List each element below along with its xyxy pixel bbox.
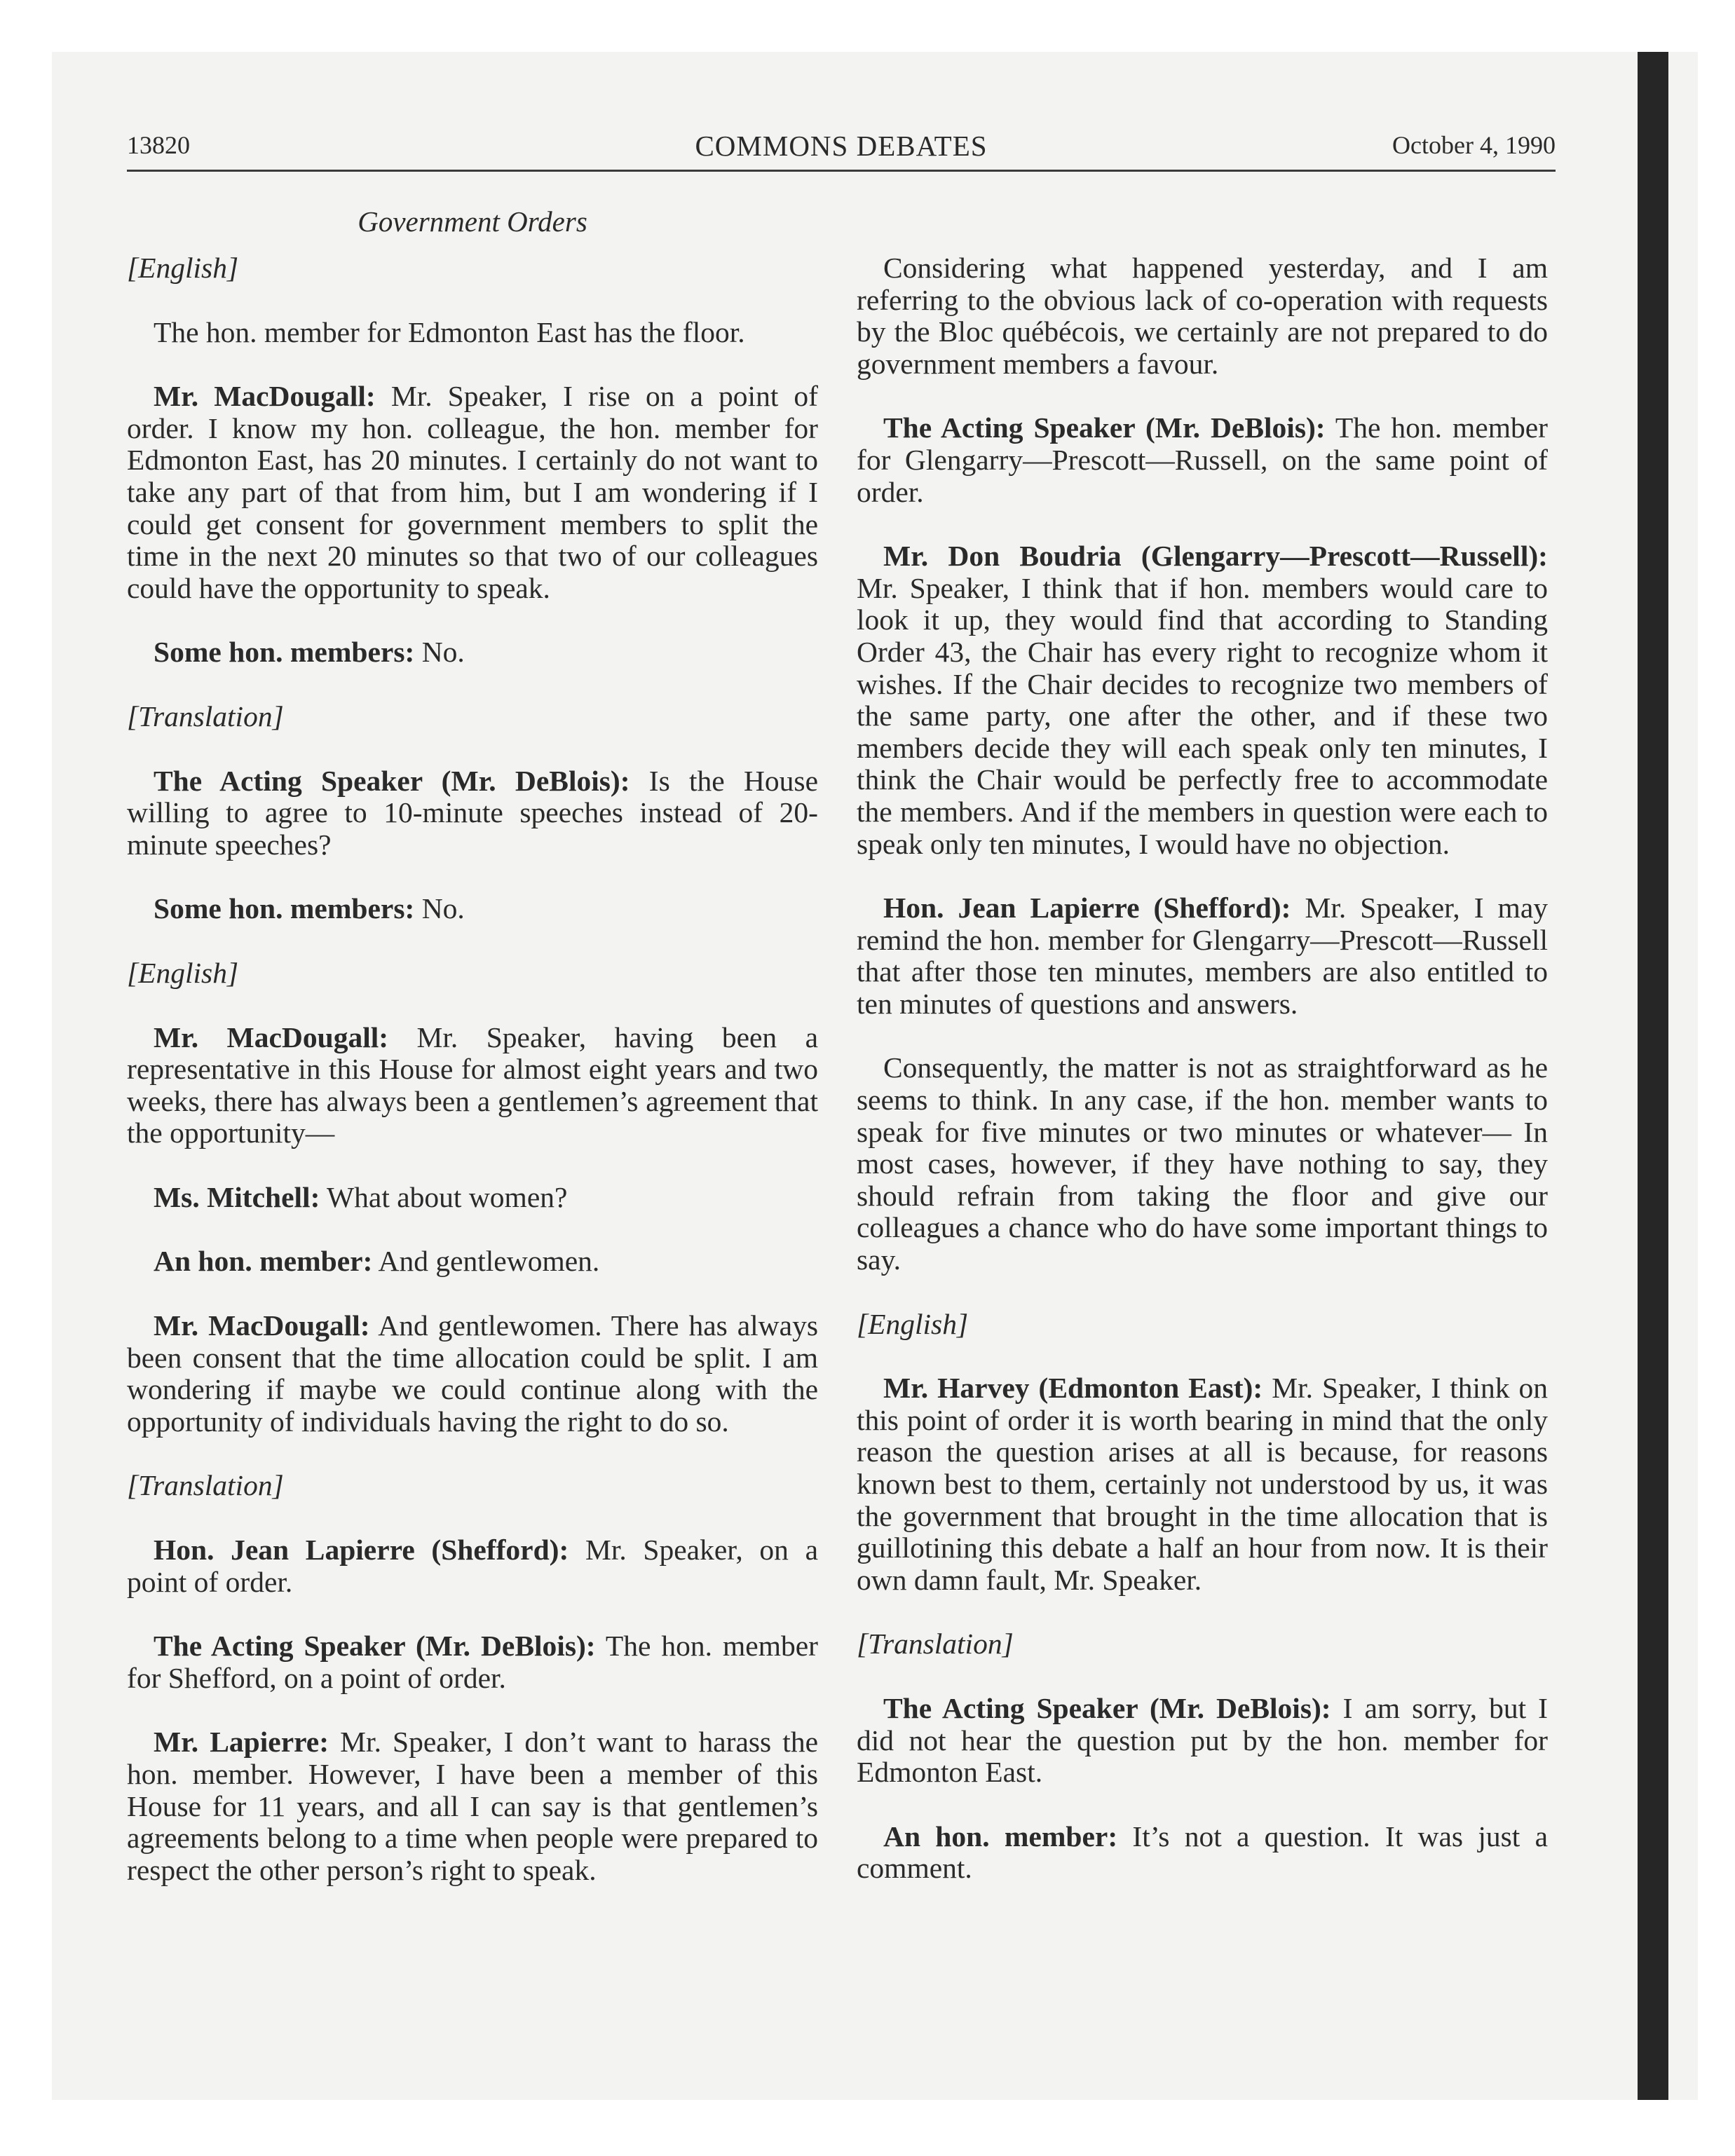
speaker-name: Mr. MacDougall: — [154, 1309, 370, 1342]
paragraph-text: And gentlewomen. There has always been consent that the time allocation could be split. I am wondering if maybe we could continue along with the opportunity of individuals having the right to do so. — [127, 1309, 818, 1438]
paragraph-text: It’s not a question. It was just a comment. — [857, 1820, 1548, 1885]
right-column — [857, 252, 1548, 1917]
paragraph-text: The hon. member for Shefford, on a point of order. — [127, 1630, 818, 1694]
paragraph-text: No. — [414, 892, 465, 925]
paragraph — [127, 1246, 818, 1278]
speaker-name: The Acting Speaker (Mr. DeBlois): — [883, 411, 1326, 444]
paragraph — [857, 1693, 1548, 1789]
paragraph — [127, 381, 818, 604]
paragraph-text: Is the House willing to agree to 10-minute speeches instead of 20-minute speeches? — [127, 764, 818, 861]
speaker-name: Ms. Mitchell: — [154, 1180, 320, 1213]
paragraph — [127, 636, 818, 669]
speaker-name: Mr. Don Boudria (Glengarry—Prescott—Russell): — [883, 540, 1548, 573]
language-marker: [Translation] — [127, 1469, 284, 1502]
paragraph-text: I am sorry, but I did not hear the question put by the hon. member for Edmonton East. — [857, 1691, 1549, 1789]
paragraph-text: Mr. Speaker, on a point of order. — [127, 1534, 818, 1598]
speaker-name: Some hon. members: — [154, 892, 415, 925]
paragraph — [127, 1182, 818, 1214]
speaker-name: The Acting Speaker (Mr. DeBlois): — [883, 1691, 1331, 1724]
paragraph-text: Considering what happened yesterday, and I am referring to the obvious lack of co-operation with requests by the Bloc québécois, we certainly are not prepared to do government members a favour. — [857, 252, 1548, 380]
running-title: COMMONS DEBATES — [695, 130, 988, 162]
speaker-name: Mr. Harvey (Edmonton East): — [883, 1372, 1263, 1405]
paragraph — [127, 1022, 818, 1149]
paragraph-text: No. — [414, 636, 465, 669]
paragraph — [857, 252, 1548, 380]
paragraph-text: Mr. Speaker, I think that if hon. members would care to look it up, they would find that according to Standing Order 43, the Chair has every right to recognize whom it wishes. If the Chair decides to recognize two members of the same party, one after the other, and if these two members decide they will each speak only ten minutes, I think the Chair would be perfectly free to accommodate the members. And if the members in question were each to speak only ten minutes, I would have no objection. — [857, 571, 1548, 860]
paragraph-text: Mr. Speaker, I rise on a point of order. I know my hon. colleague, the hon. member for Edmonton East, has 20 minutes. I certainly do not want to take any part of that from him, but I am wondering if I could get consent for government members to split the time in the next 20 minutes so that two of our colleagues could have the opportunity to speak. — [127, 380, 818, 604]
language-marker: [Translation] — [857, 1628, 1014, 1660]
page-header — [127, 125, 1556, 174]
speaker-name: Some hon. members: — [154, 636, 415, 669]
paragraph-text: And gentlewomen. — [372, 1245, 600, 1278]
paragraph — [857, 540, 1548, 860]
paragraph-text: Mr. Speaker, I don’t want to harass the hon. member. However, I have been a member of this House for 11 years, and all I can say is that gentlemen’s agreements belong to a time when people were prepared to respect the other person’s right to speak. — [127, 1726, 818, 1886]
paragraph-text: The hon. member for Glengarry—Prescott—Russell, on the same point of order. — [857, 411, 1548, 508]
language-marker: [Translation] — [127, 700, 284, 732]
speaker-name: An hon. member: — [883, 1820, 1118, 1853]
paragraph-text: What about women? — [320, 1180, 568, 1213]
speaker-name: The Acting Speaker (Mr. DeBlois): — [154, 764, 630, 797]
paragraph — [127, 1726, 818, 1886]
speaker-name: Mr. MacDougall: — [154, 380, 376, 413]
paragraph — [127, 1630, 818, 1694]
left-column — [127, 252, 818, 1918]
paragraph-text: Mr. Speaker, I think on this point of order it is worth bearing in mind that the only reason the question arises at all is because, for reasons known best to them, certainly not understood by us, it was the government that brought in the time allocation that is guillotining this debate a half an hour from now. It is their own damn fault, Mr. Speaker. — [857, 1372, 1549, 1596]
language-marker: [English] — [127, 252, 239, 284]
speaker-name: An hon. member: — [154, 1245, 373, 1278]
paragraph-text: Mr. Speaker, I may remind the hon. member for Glengarry—Prescott—Russell that after those ten minutes, members are also entitled to ten minutes of questions and answers. — [857, 892, 1548, 1020]
section-title: Government Orders — [358, 205, 587, 238]
paragraph — [127, 765, 818, 861]
speaker-name: The Acting Speaker (Mr. DeBlois): — [154, 1630, 596, 1663]
paragraph-text: The hon. member for Edmonton East has the floor. — [154, 315, 745, 348]
paragraph-text: Consequently, the matter is not as straightforward as he seems to think. In any case, if the hon. member wants to speak for five minutes or two minutes or whatever— In most cases, however, if they have nothing to say, they should refrain from taking the floor and give our colleagues a chance who do have some important things to say. — [857, 1051, 1548, 1276]
paragraph — [857, 892, 1548, 1020]
paragraph — [127, 317, 818, 349]
paragraph — [857, 1372, 1548, 1596]
paragraph — [857, 1821, 1548, 1885]
paragraph — [127, 893, 818, 925]
page-number: 13820 — [127, 131, 190, 159]
language-marker: [English] — [857, 1307, 969, 1340]
speaker-name: Mr. Lapierre: — [154, 1726, 329, 1759]
header-date: October 4, 1990 — [1392, 131, 1556, 159]
paragraph — [857, 1052, 1548, 1276]
scan-edge-shadow — [1638, 52, 1668, 2100]
paragraph-text: Mr. Speaker, having been a representative in this House for almost eight years and two weeks, there has always been a gentlemen’s agreement that the opportunity— — [127, 1021, 818, 1149]
language-marker: [English] — [127, 956, 239, 989]
speaker-name: Hon. Jean Lapierre (Shefford): — [154, 1534, 569, 1567]
speaker-name: Hon. Jean Lapierre (Shefford): — [883, 892, 1291, 925]
paragraph — [127, 1534, 818, 1598]
paragraph — [127, 1310, 818, 1438]
speaker-name: Mr. MacDougall: — [154, 1021, 389, 1053]
paragraph — [857, 412, 1548, 508]
header-rule — [127, 170, 1556, 172]
